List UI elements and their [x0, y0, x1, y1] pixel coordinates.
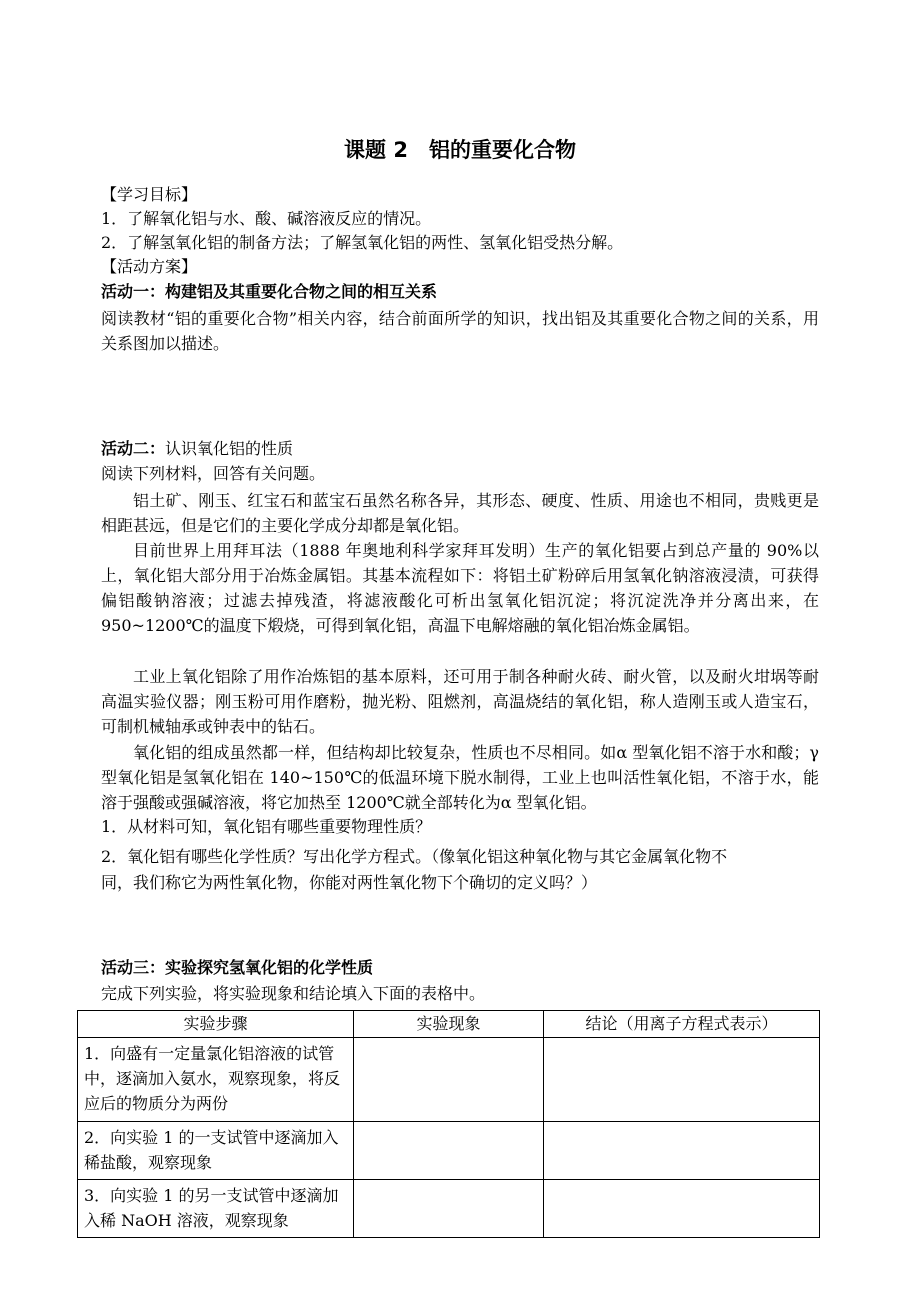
objective-item: 2．了解氢氧化铝的制备方法；了解氢氧化铝的两性、氢氧化铝受热分解。 — [101, 233, 624, 252]
phenomenon-cell[interactable] — [354, 1122, 544, 1180]
table-row — [78, 1122, 820, 1180]
objective-item: 1．了解氧化铝与水、酸、碱溶液反应的情况。 — [101, 209, 432, 228]
activity3-label: 活动三： — [101, 958, 166, 977]
step-cell: 1．向盛有一定量氯化铝溶液的试管中，逐滴加入氨水，观察现象，将反应后的物质分为两份 — [78, 1038, 354, 1122]
phenomenon-cell[interactable] — [354, 1038, 544, 1122]
header-steps: 实验步骤 — [78, 1011, 354, 1038]
activity2-heading — [101, 438, 293, 460]
material-paragraph: 铝土矿、刚玉、红宝石和蓝宝石虽然名称各异，其形态、硬度、性质、用途也不相同，贵贱更是相距甚远，但是它们的主要化学成分却都是氧化铝。 — [101, 491, 819, 535]
material-paragraph: 目前世界上用拜耳法（1888 年奥地利科学家拜耳发明）生产的氧化铝要占到总产量的 90%以上，氧化铝大部分用于冶炼金属铝。其基本流程如下：将铝土矿粉碎后用氢氧化钠溶液浸渍，可获得偏铝酸钠溶液；过滤去掉残渣，将滤液酸化可析出氢氧化铝沉淀；将沉淀洗净并分离出来，在 950~1200℃的温度下煅烧，可得到氧化铝，高温下电解熔融的氧化铝冶炼金属铝。 — [101, 541, 819, 635]
activity1-heading — [101, 281, 437, 303]
table-header-row — [78, 1011, 820, 1038]
phenomenon-cell[interactable] — [354, 1180, 544, 1238]
header-conclusion: 结论（用离子方程式表示） — [544, 1011, 820, 1038]
activity3-title: 实验探究氢氧化铝的化学性质 — [165, 958, 374, 977]
question-2-line2: 同，我们称它为两性氧化物，你能对两性氧化物下个确切的定义吗？） — [101, 873, 598, 892]
activity2-label: 活动二： — [101, 439, 166, 458]
objectives-header: 【学习目标】 — [101, 185, 198, 204]
header-phenomena: 实验现象 — [354, 1011, 544, 1038]
activity2-intro: 阅读下列材料，回答有关问题。 — [101, 464, 326, 483]
question-1: 1．从材料可知，氧化铝有哪些重要物理性质？ — [101, 817, 432, 836]
question-2-line1: 2．氧化铝有哪些化学性质？写出化学方程式。（像氧化铝这种氧化物与其它金属氧化物不 — [101, 847, 728, 866]
activity3-intro: 完成下列实验，将实验现象和结论填入下面的表格中。 — [101, 984, 486, 1003]
activity1-text: 阅读教材“铝的重要化合物”相关内容，结合前面所学的知识，找出铝及其重要化合物之间的关系，用关系图加以描述。 — [101, 309, 819, 353]
material-paragraph: 氧化铝的组成虽然都一样，但结构却比较复杂，性质也不尽相同。如α 型氧化铝不溶于水和酸；γ 型氧化铝是氢氧化铝在 140~150℃的低温环境下脱水制得，工业上也叫活性氧化铝，不溶于水，能溶于强酸或强碱溶液，将它加热至 1200℃就全部转化为α 型氧化铝。 — [101, 743, 819, 812]
table-row — [78, 1180, 820, 1238]
conclusion-cell[interactable] — [544, 1180, 820, 1238]
step-cell: 3．向实验 1 的另一支试管中逐滴加入稀 NaOH 溶液，观察现象 — [78, 1180, 354, 1238]
experiment-table — [77, 1010, 820, 1238]
activity2-title: 认识氧化铝的性质 — [165, 439, 294, 458]
conclusion-cell[interactable] — [544, 1038, 820, 1122]
conclusion-cell[interactable] — [544, 1122, 820, 1180]
material-paragraph: 工业上氧化铝除了用作冶炼铝的基本原料，还可用于制各种耐火砖、耐火管，以及耐火坩埚等耐高温实验仪器；刚玉粉可用作磨粉，抛光粉、阻燃剂，高温烧结的氧化铝，称人造刚玉或人造宝石，可制机械轴承或钟表中的钻石。 — [101, 667, 819, 736]
page-title: 课题 2 铝的重要化合物 — [344, 138, 576, 162]
step-cell: 2．向实验 1 的一支试管中逐滴加入稀盐酸，观察现象 — [78, 1122, 354, 1180]
activity3-heading — [101, 957, 373, 979]
plan-header: 【活动方案】 — [101, 257, 198, 276]
table-row — [78, 1038, 820, 1122]
activity1-title: 构建铝及其重要化合物之间的相互关系 — [165, 282, 438, 301]
activity1-label: 活动一： — [101, 282, 166, 301]
